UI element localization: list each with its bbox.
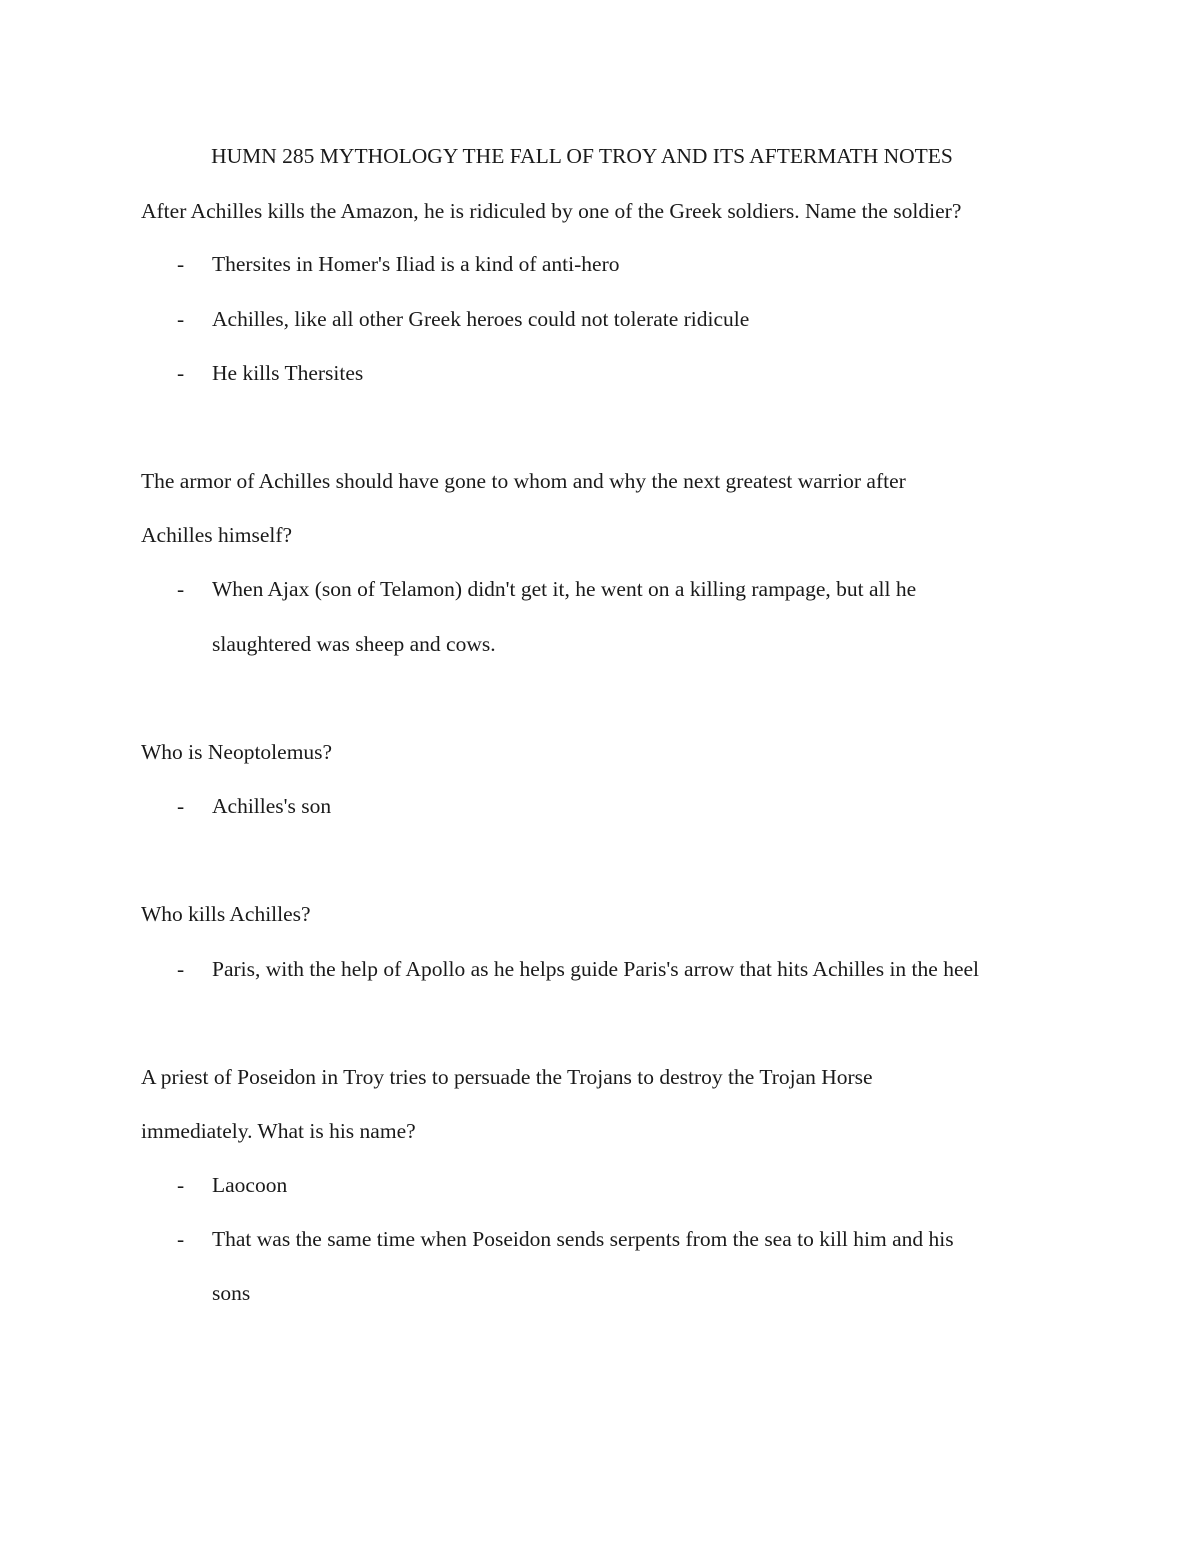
bullet-dash: - xyxy=(177,252,185,276)
bullet-dash: - xyxy=(177,577,185,601)
question-4: Who kills Achilles? xyxy=(141,902,311,926)
question-1: After Achilles kills the Amazon, he is ridiculed by one of the Greek soldiers. Name the soldier? xyxy=(141,199,962,223)
answer-continuation: sons xyxy=(212,1281,251,1305)
answer-text: Paris, with the help of Apollo as he helps guide Paris's arrow that hits Achilles in the heel xyxy=(212,957,979,981)
answer-text: He kills Thersites xyxy=(212,361,364,385)
question-5-line-1: A priest of Poseidon in Troy tries to persuade the Trojans to destroy the Trojan Horse xyxy=(141,1065,873,1089)
answer-text: Achilles's son xyxy=(212,794,332,818)
question-5-line-2: immediately. What is his name? xyxy=(141,1119,416,1143)
document-title: HUMN 285 MYTHOLOGY THE FALL OF TROY AND ITS AFTERMATH NOTES xyxy=(211,144,953,168)
answer-text: When Ajax (son of Telamon) didn't get it, he went on a killing rampage, but all he xyxy=(212,577,917,601)
answer-text: Achilles, like all other Greek heroes could not tolerate ridicule xyxy=(212,307,750,331)
bullet-dash: - xyxy=(177,1173,185,1197)
answer-text: That was the same time when Poseidon sends serpents from the sea to kill him and his xyxy=(212,1227,954,1251)
answer-text: Laocoon xyxy=(212,1173,288,1197)
answer-text: Thersites in Homer's Iliad is a kind of anti-hero xyxy=(212,252,620,276)
question-2-line-1: The armor of Achilles should have gone to whom and why the next greatest warrior after xyxy=(141,469,906,493)
bullet-dash: - xyxy=(177,794,185,818)
question-3: Who is Neoptolemus? xyxy=(141,740,333,764)
bullet-dash: - xyxy=(177,307,185,331)
bullet-dash: - xyxy=(177,361,185,385)
bullet-dash: - xyxy=(177,1227,185,1251)
question-2-line-2: Achilles himself? xyxy=(141,523,293,547)
answer-continuation: slaughtered was sheep and cows. xyxy=(212,632,496,656)
bullet-dash: - xyxy=(177,957,185,981)
